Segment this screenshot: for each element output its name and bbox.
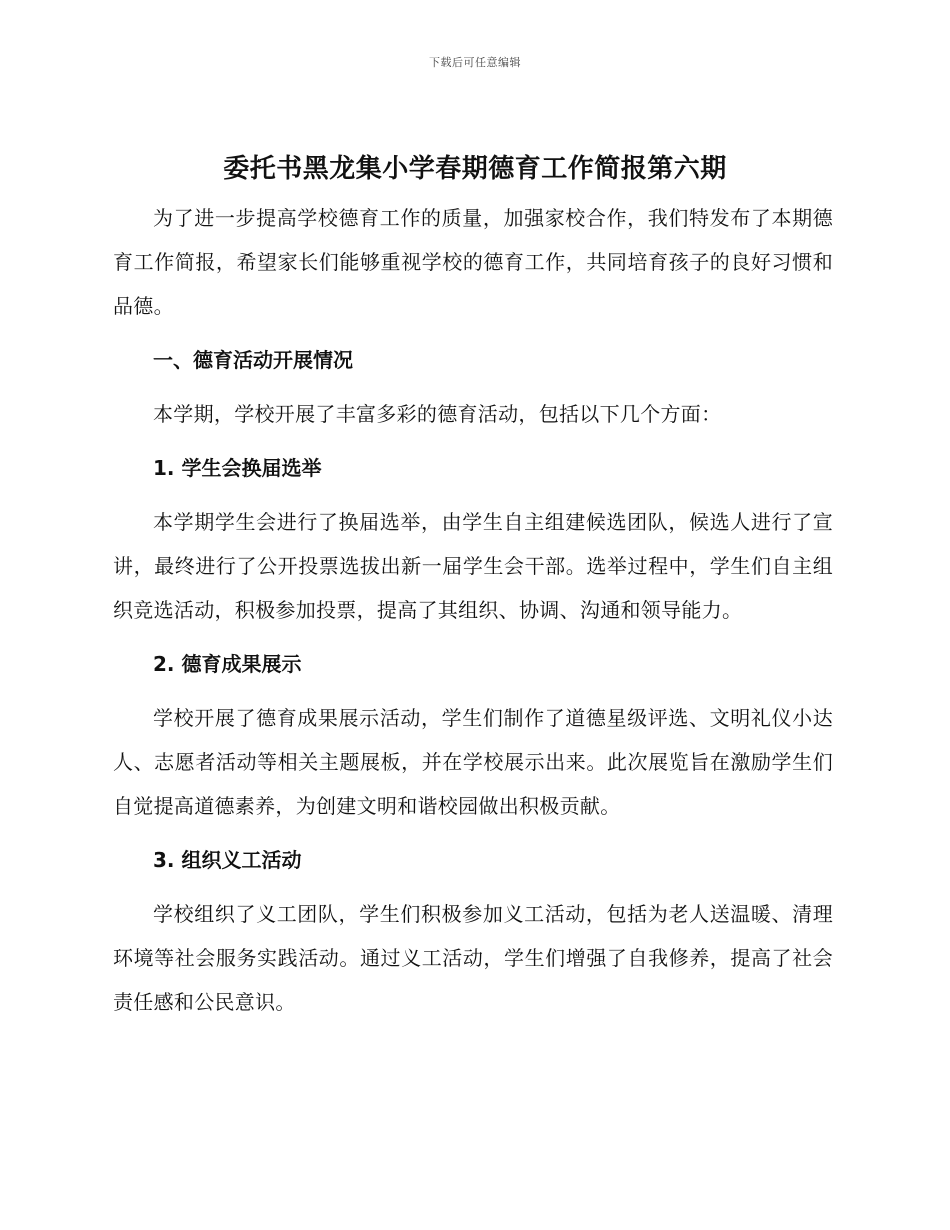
section1-heading: 一、德育活动开展情况 xyxy=(153,348,353,372)
item2-paragraph: 学校开展了德育成果展示活动，学生们制作了道德星级评选、文明礼仪小达人、志愿者活动等相关主题展板，并在学校展示出来。此次展览旨在激励学生们自觉提高道德素养，为创建文明和谐校园做出积极贡献。 xyxy=(113,706,833,818)
item2-heading: 2. 德育成果展示 xyxy=(153,652,302,676)
header-note: 下载后可任意编辑 xyxy=(429,56,521,69)
item1-paragraph: 本学期学生会进行了换届选举，由学生自主组建候选团队，候选人进行了宣讲，最终进行了公开投票选拔出新一届学生会干部。选举过程中，学生们自主组织竞选活动，积极参加投票，提高了其组织、协调、沟通和领导能力。 xyxy=(113,510,833,622)
item3-paragraph: 学校组织了义工团队，学生们积极参加义工活动，包括为老人送温暖、清理环境等社会服务实践活动。通过义工活动，学生们增强了自我修养，提高了社会责任感和公民意识。 xyxy=(113,902,833,1014)
section1-intro: 本学期，学校开展了丰富多彩的德育活动，包括以下几个方面： xyxy=(153,402,722,426)
intro-paragraph: 为了进一步提高学校德育工作的质量，加强家校合作，我们特发布了本期德育工作简报，希望家长们能够重视学校的德育工作，共同培育孩子的良好习惯和品德。 xyxy=(113,206,833,318)
page-title: 委托书黑龙集小学春期德育工作简报第六期 xyxy=(223,154,727,184)
item1-heading: 1. 学生会换届选举 xyxy=(153,456,322,480)
document-body xyxy=(113,196,833,1024)
item3-heading: 3. 组织义工活动 xyxy=(153,848,302,872)
